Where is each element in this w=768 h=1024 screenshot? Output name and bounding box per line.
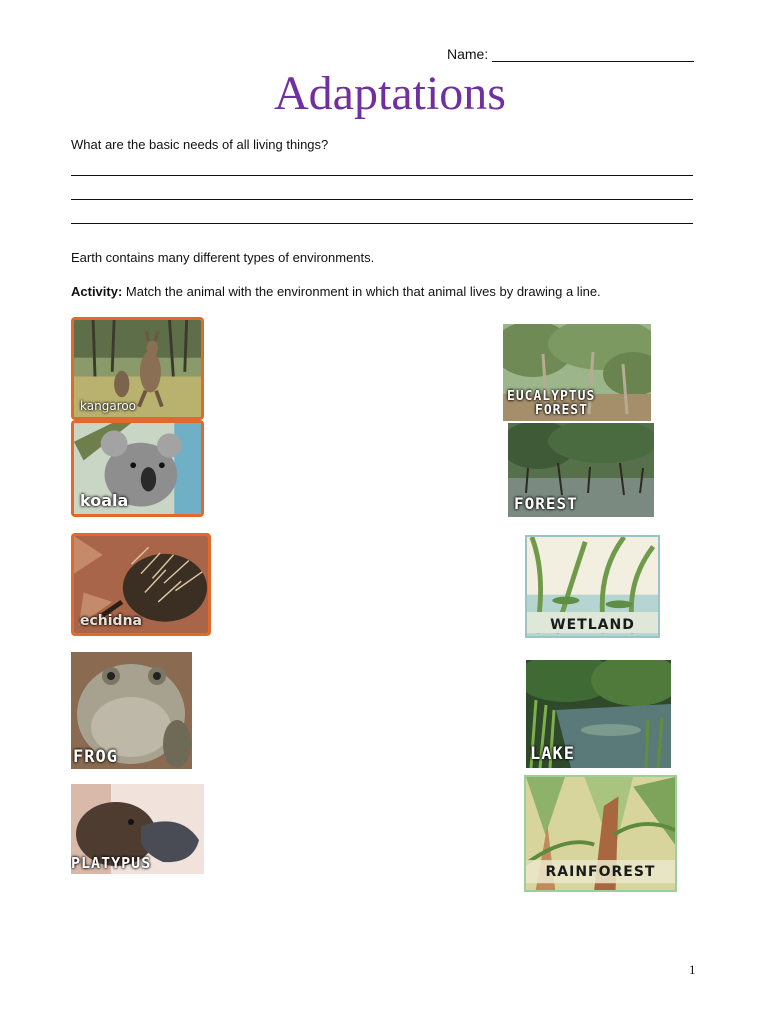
lake-photo[interactable]	[526, 660, 671, 768]
platypus-photo[interactable]	[71, 784, 204, 874]
lake-label: LAKE	[530, 744, 575, 764]
name-blank-line[interactable]	[492, 48, 694, 62]
name-field-row	[447, 46, 694, 62]
question-text: What are the basic needs of all living things?	[71, 137, 329, 152]
eucalyptus-forest-photo[interactable]	[503, 324, 651, 421]
rainforest-label: RAINFOREST	[545, 864, 656, 880]
forest-label: FOREST	[514, 494, 578, 513]
eucalyptus-label-line2: FOREST	[535, 403, 588, 418]
koala-photo[interactable]	[71, 420, 204, 517]
activity-text: Match the animal with the environment in which that animal lives by drawing a line.	[125, 284, 601, 299]
kangaroo-label: kangaroo	[80, 399, 137, 413]
activity-instructions	[71, 284, 601, 299]
platypus-label: PLATYPUS	[71, 854, 152, 872]
frog-photo[interactable]	[71, 652, 192, 769]
koala-label: koala	[80, 491, 129, 510]
wetland-photo[interactable]	[525, 535, 660, 638]
forest-photo[interactable]	[508, 423, 654, 517]
page-title: Adaptations	[274, 67, 506, 120]
answer-line-1[interactable]	[71, 175, 693, 176]
frog-label: FROG	[73, 747, 118, 767]
name-label: Name:	[447, 46, 489, 62]
answer-line-2[interactable]	[71, 199, 693, 200]
rainforest-photo[interactable]	[524, 775, 677, 892]
wetland-label: WETLAND	[550, 617, 635, 633]
activity-label: Activity:	[71, 284, 123, 299]
intro-text: Earth contains many different types of environments.	[71, 250, 375, 265]
kangaroo-photo[interactable]	[71, 317, 204, 420]
answer-line-3[interactable]	[71, 223, 693, 224]
page-number: 1	[689, 962, 696, 977]
echidna-label: echidna	[80, 613, 142, 629]
eucalyptus-label-line1: EUCALYPTUS	[507, 389, 596, 404]
echidna-photo[interactable]	[71, 533, 211, 636]
